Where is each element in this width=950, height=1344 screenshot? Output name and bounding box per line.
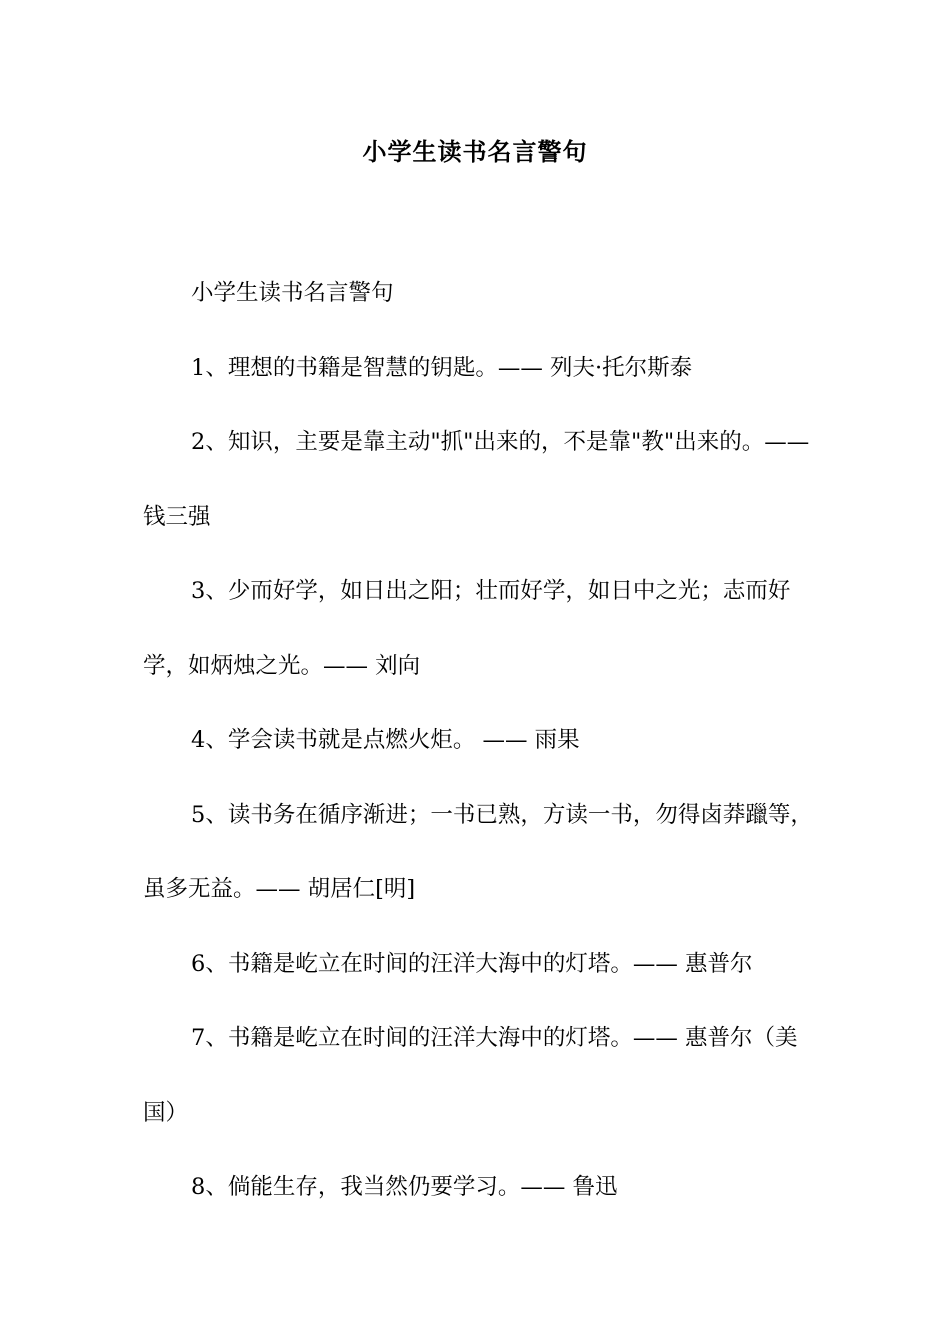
quote-item-8: 8、倘能生存，我当然仍要学习。—— 鲁迅 <box>191 1174 618 1200</box>
document-title: 小学生读书名言警句 <box>362 137 588 166</box>
quote-item-3: 3、少而好学，如日出之阳；壮而好学，如日中之光；志而好学，如炳烛之光。—— 刘向 <box>143 578 791 679</box>
quote-item-7: 7、书籍是屹立在时间的汪洋大海中的灯塔。—— 惠普尔（美国） <box>143 1025 798 1126</box>
quote-item-1: 1、理想的书籍是智慧的钥匙。—— 列夫·托尔斯泰 <box>191 354 693 381</box>
quote-item-5: 5、读书务在循序渐进；一书已熟，方读一书，勿得卤莽躐等，虽多无益。—— 胡居仁[明] <box>143 801 813 902</box>
quote-item-2: 2、知识，主要是靠主动"抓"出来的，不是靠"教"出来的。—— 钱三强 <box>143 429 810 530</box>
quote-item-6: 6、书籍是屹立在时间的汪洋大海中的灯塔。—— 惠普尔 <box>191 950 753 977</box>
quote-item-4: 4、学会读书就是点燃火炬。 —— 雨果 <box>191 727 580 753</box>
paragraph-heading: 小学生读书名言警句 <box>191 280 394 306</box>
document-body <box>143 256 823 1225</box>
